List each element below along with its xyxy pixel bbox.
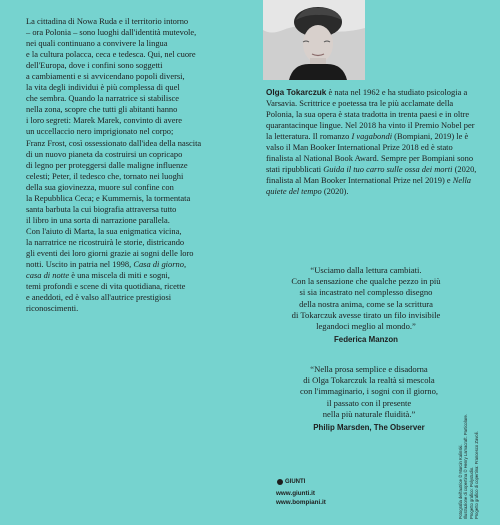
synopsis-text bbox=[26, 16, 248, 314]
credit-line: Fotografia dell'autrice © Marcin Kalinski. bbox=[458, 444, 463, 519]
synopsis-line bbox=[26, 193, 248, 204]
quote-line: legandoci meglio al mondo.” bbox=[316, 321, 416, 332]
quote-line: si sia incastrato nel complesso disegno bbox=[299, 287, 433, 298]
synopsis-line bbox=[26, 281, 248, 292]
synopsis-line bbox=[26, 115, 248, 126]
author-name: Olga Tokarczuk bbox=[266, 88, 327, 97]
synopsis-line bbox=[26, 270, 248, 281]
synopsis-fragment: della sua giovinezza, muore sul confine con bbox=[26, 181, 174, 192]
publisher-url-link[interactable]: www.bompiani.it bbox=[276, 498, 326, 506]
synopsis-line bbox=[26, 49, 248, 60]
bio-text: è nata nel 1962 e ha studiato psicologia a Varsavia. Scrittrice e poetessa tra le più acclamate della Polonia, la sua opera è stata tradotta in trenta paesi e in oltre quarantacinque lingue. Nel 2018 ha vinto il Premio Nobel per la letteratura. Il romanzo bbox=[266, 87, 475, 142]
publisher-url-link[interactable]: www.giunti.it bbox=[276, 490, 315, 497]
synopsis-fragment: gli eventi dei loro giorni grazie ai sogni delle loro bbox=[26, 247, 194, 258]
synopsis-line bbox=[26, 303, 248, 314]
synopsis-line bbox=[26, 160, 248, 171]
quote-line: “Usciamo dalla lettura cambiati. bbox=[310, 265, 422, 275]
book-title: Nella quiete del tempo bbox=[266, 175, 472, 197]
synopsis-fragment: temi profondi e scene di vita quotidiana, ricette bbox=[26, 281, 186, 292]
synopsis-fragment: e la cultura polacca, ceca e tedesca. Qui, nel cuore bbox=[26, 49, 196, 60]
synopsis-fragment: i loro segreti: Marek Marek, convinto di avere bbox=[26, 115, 183, 126]
credit-line: Illustrazione di copertina © Henry Lamacraft. Particolare. bbox=[463, 413, 469, 519]
synopsis-fragment: riconoscimenti. bbox=[26, 303, 79, 314]
synopsis-fragment: la narratrice ne ricostruirà le storie, districando bbox=[26, 236, 185, 247]
quote-author: Federica Manzon bbox=[333, 335, 398, 345]
synopsis-fragment: il libro in una sorta di narrazione parallela. bbox=[26, 214, 170, 225]
synopsis-line bbox=[26, 237, 248, 248]
synopsis-line bbox=[26, 149, 248, 160]
synopsis-fragment: – ora Polonia – sono luoghi dall'identità mutevole, bbox=[26, 27, 197, 38]
book-title: Guida il tuo carro sulle ossa dei morti bbox=[323, 164, 453, 175]
quote-line: nella più naturale fluidità.” bbox=[322, 408, 416, 419]
synopsis-line bbox=[26, 292, 248, 303]
quote-line: con l'immaginario, i sogni con il giorno, bbox=[299, 386, 439, 397]
synopsis-fragment: nella zona, scopre che tutti gli abitanti hanno bbox=[26, 104, 178, 115]
synopsis-fragment: la Repubblica Ceca; e Kummernis, la tormentata bbox=[26, 192, 191, 203]
synopsis-line bbox=[26, 82, 248, 93]
image-credits bbox=[458, 413, 479, 519]
synopsis-fragment: la vita degli individui è più complessa di quel bbox=[26, 82, 180, 93]
quote-author: Philip Marsden, The Observer bbox=[313, 423, 425, 433]
book-title: casa di notte bbox=[26, 270, 70, 281]
publisher-mark-icon bbox=[277, 479, 283, 485]
synopsis-line bbox=[26, 171, 248, 182]
review-quote bbox=[258, 364, 480, 433]
synopsis-fragment: che sembra. Quando la narratrice si stabilisce bbox=[26, 93, 179, 104]
quote-line: il passato con il presente bbox=[326, 397, 412, 408]
author-photo bbox=[263, 0, 365, 80]
synopsis-line bbox=[26, 259, 248, 270]
publisher-logo bbox=[277, 479, 305, 485]
synopsis-line bbox=[26, 27, 248, 38]
synopsis-fragment: un uccellaccio nero imprigionato nel corpo; bbox=[26, 126, 174, 137]
synopsis-fragment: Con l'aiuto di Marta, la sua enigmatica vicina, bbox=[26, 225, 182, 236]
book-title: Casa di giorno, bbox=[133, 259, 187, 270]
synopsis-line bbox=[26, 248, 248, 259]
synopsis-line bbox=[26, 38, 248, 49]
synopsis-fragment: dell'Europa, dove i confini sono soggetti bbox=[26, 60, 163, 71]
quote-line: di Tokarczuk avesse tirato un filo invisibile bbox=[291, 309, 441, 320]
synopsis-line bbox=[26, 182, 248, 193]
synopsis-fragment: di legno per proteggersi dalle maligne influenze bbox=[26, 159, 188, 170]
synopsis-fragment: notti. Uscito in patria nel 1998, bbox=[26, 259, 134, 270]
synopsis-fragment: è una miscela di miti e sogni, bbox=[69, 270, 170, 281]
synopsis-line bbox=[26, 226, 248, 237]
bio-text: (Bompiani, 2019) le è valso il Man Booker International Prize 2018 ed è stato finalista al National Book Award. Sempre per Bompiani sono stati ripubblicati bbox=[266, 131, 474, 175]
synopsis-line bbox=[26, 60, 248, 71]
synopsis-line bbox=[26, 71, 248, 82]
synopsis-line bbox=[26, 138, 248, 149]
synopsis-fragment: di un nuovo pianeta da costruirsi un copricapo bbox=[26, 148, 183, 159]
synopsis-line bbox=[26, 215, 248, 226]
author-bio bbox=[266, 87, 480, 197]
synopsis-line bbox=[26, 204, 248, 215]
synopsis-fragment: nei quali continuano a convivere la lingua bbox=[26, 38, 168, 49]
credit-line: Progetto grafico di copertina: Francesco Zavoli. bbox=[473, 431, 479, 519]
synopsis-fragment: La cittadina di Nowa Ruda e il territorio intorno bbox=[26, 16, 189, 26]
synopsis-line bbox=[26, 16, 248, 27]
publisher-urls bbox=[276, 490, 326, 507]
quote-line: di Olga Tokarczuk la realtà si mescola bbox=[303, 375, 435, 386]
book-title: I vagabondi bbox=[351, 131, 393, 142]
quote-line: della nostra anima, come se la scrittura bbox=[299, 298, 433, 309]
quote-line: “Nella prosa semplice e disadorna bbox=[310, 364, 428, 374]
synopsis-fragment: e aneddoti, ed è valso all'autrice prestigiosi bbox=[26, 292, 172, 303]
publisher-logo-text: GIUNTI bbox=[285, 479, 306, 485]
bio-text: (2020). bbox=[321, 186, 349, 197]
synopsis-fragment: santa barbuta la cui biografia attraversa tutto bbox=[26, 203, 177, 214]
synopsis-fragment: a cambiamenti e si avvicendano popoli diversi, bbox=[26, 71, 185, 82]
bio-text: (2020, finalista al Man Booker International Prize nel 2019) e bbox=[266, 164, 477, 186]
synopsis-line bbox=[26, 104, 248, 115]
quote-line: Con la sensazione che qualche pezzo in più bbox=[291, 276, 441, 287]
review-quote bbox=[253, 265, 479, 345]
synopsis-line bbox=[26, 93, 248, 104]
synopsis-fragment: Franz Frost, così ossessionato dall'idea della nascita bbox=[26, 137, 202, 148]
credit-line: Progetto grafico: Polystudio. bbox=[468, 466, 474, 519]
synopsis-fragment: celesti; Peter, il tedesco che, tornato nei luoghi bbox=[26, 170, 184, 181]
synopsis-line bbox=[26, 126, 248, 137]
